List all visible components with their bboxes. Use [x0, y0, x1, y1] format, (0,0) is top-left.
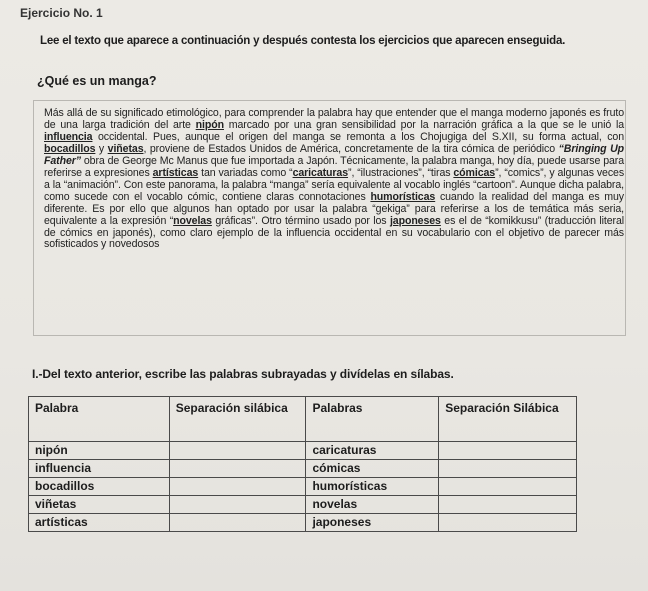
underlined-word: influencia	[44, 130, 93, 143]
question-heading: ¿Qué es un manga?	[37, 74, 157, 88]
underlined-word: novelas	[173, 214, 212, 227]
syllable-answer-cell[interactable]	[439, 478, 577, 496]
exercise-number: Ejercicio No. 1	[20, 6, 103, 20]
word-cell: novelas	[306, 496, 439, 514]
passage-text: ”, “ilustraciones”, “tiras	[348, 166, 454, 179]
header-palabras: Palabras	[306, 397, 439, 442]
table-row	[29, 478, 577, 496]
word-cell: influencia	[29, 460, 170, 478]
syllable-answer-cell[interactable]	[169, 442, 306, 460]
passage-text: tan variadas como “	[198, 166, 293, 179]
underlined-word: viñetas	[107, 142, 144, 155]
underlined-word: humorísticas	[370, 190, 436, 203]
passage-text: y	[95, 142, 108, 155]
word-cell: viñetas	[29, 496, 170, 514]
passage-text: obra de George Mc Manus que fue importada a Japón. Técnicamente, la palabra manga, hoy día, puede usarse para referirse a expresiones	[44, 154, 624, 179]
underlined-word: japoneses	[389, 214, 441, 227]
passage-text: Más allá de su significado etimológico, para comprender la palabra hay que entender que el manga moderno japonés es fruto de una larga tradición del arte	[44, 107, 624, 131]
passage-text: es el de “komikkusu” (traducción literal de cómics en japonés), como claro ejemplo de la influencia occidental en su vocabulario con el objetivo de parecer más sofisticados y novedosos	[44, 214, 624, 251]
syllable-answer-cell[interactable]	[169, 460, 306, 478]
underlined-word: artísticas	[152, 166, 199, 179]
word-cell: cómicas	[306, 460, 439, 478]
syllable-answer-cell[interactable]	[439, 442, 577, 460]
table-row	[29, 514, 577, 532]
syllable-answer-cell[interactable]	[169, 496, 306, 514]
word-cell: nipón	[29, 442, 170, 460]
underlined-word: cómicas	[453, 166, 496, 179]
instruction-text: Lee el texto que aparece a continuación y después contesta los ejercicios que aparecen enseguida.	[40, 35, 566, 47]
passage-text: , proviene de Estados Unidos de América, concretamente de la tira cómica de periódico	[143, 142, 559, 155]
header-separacion: Separación silábica	[169, 397, 306, 442]
header-separacion-2: Separación Silábica	[439, 397, 577, 442]
passage-text: marcado por una gran sensibilidad por la narración gráfica a la que se le unió la	[223, 118, 624, 131]
underlined-word: nipón	[195, 118, 224, 131]
word-cell: japoneses	[306, 514, 439, 532]
syllable-answer-cell[interactable]	[439, 514, 577, 532]
syllable-answer-cell[interactable]	[439, 460, 577, 478]
word-cell: caricaturas	[306, 442, 439, 460]
table-row	[29, 460, 577, 478]
syllable-answer-cell[interactable]	[169, 478, 306, 496]
word-cell: bocadillos	[29, 478, 170, 496]
passage-text: gráficas”. Otro término usado por los	[211, 214, 390, 227]
passage-text: cuando la realidad del manga es muy diferente. Es por ello que algunos han optado por usar la palabra “gekiga” para referirse a los de temática más seria, equivalente a la expresión “	[44, 190, 624, 227]
comic-title: “Bringing Up Father”	[44, 142, 624, 167]
underlined-word: bocadillos	[44, 142, 96, 155]
word-cell: artísticas	[29, 514, 170, 532]
word-cell: humorísticas	[306, 478, 439, 496]
header-palabra: Palabra	[29, 397, 170, 442]
task-instruction: I.-Del texto anterior, escribe las palabras subrayadas y divídelas en sílabas.	[32, 367, 454, 381]
underlined-word: caricaturas	[292, 166, 349, 179]
reading-passage	[44, 108, 624, 251]
syllable-answer-cell[interactable]	[169, 514, 306, 532]
table-row	[29, 496, 577, 514]
table-row	[29, 442, 577, 460]
table-header-row	[29, 397, 577, 442]
syllable-table	[28, 396, 577, 532]
passage-text: occidental. Pues, aunque el origen del manga se remonta a los Chojugiga del S.XII, su forma actual, con	[92, 130, 624, 143]
syllable-answer-cell[interactable]	[439, 496, 577, 514]
passage-text: ”, “comics”, y algunas veces a la “animación”. Con este panorama, la palabra “manga” sería equivalente al vocablo inglés “cartoon”. Aunque dicha palabra, como sucede con el vocablo cómic, contiene claras connotaciones	[44, 166, 625, 203]
